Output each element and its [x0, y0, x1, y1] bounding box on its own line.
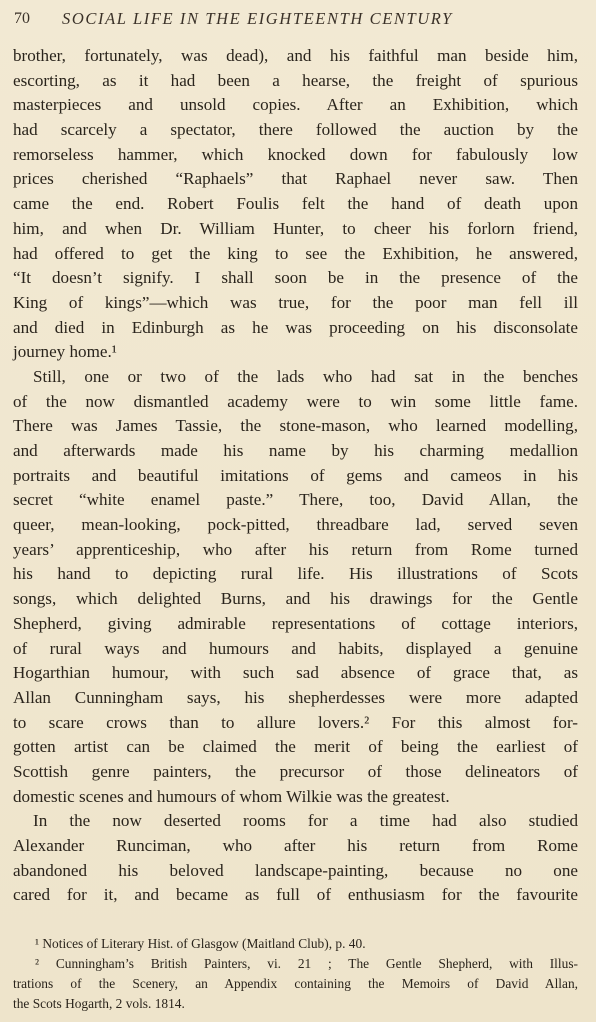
text-line: secret “white enamel paste.” There, too, David Allan, the — [13, 490, 578, 510]
text-line: and died in Edinburgh as he was proceeding on his disconsolate — [13, 317, 578, 337]
running-head — [14, 6, 584, 32]
text-line: prices cherished “Raphaels” that Raphael never saw. Then — [13, 169, 578, 189]
text-line: portraits and beautiful imitations of gems and cameos in his — [13, 465, 578, 485]
text-line: abandoned his beloved landscape-painting, because no one — [13, 860, 578, 880]
text-line: his hand to depicting rural life. His illustrations of Scots — [13, 564, 578, 584]
text-line: him, and when Dr. William Hunter, to cheer his forlorn friend, — [13, 218, 578, 238]
running-title: SOCIAL LIFE IN THE EIGHTEENTH CENTURY — [62, 9, 453, 28]
body-text — [13, 44, 578, 908]
text-line: In the now deserted rooms for a time had also studied — [33, 811, 578, 831]
text-line: journey home.¹ — [13, 342, 117, 362]
text-line: Hogarthian humour, with such sad absence of grace that, as — [13, 663, 578, 683]
text-line: escorting, as it had been a hearse, the freight of spurious — [13, 70, 578, 90]
footnote: ¹ Notices of Literary Hist. of Glasgow (Maitland Club), p. 40. — [35, 936, 366, 951]
text-line: Shepherd, giving admirable representations of cottage interiors, — [13, 613, 578, 633]
text-line: came the end. Robert Foulis felt the hand of death upon — [13, 194, 578, 214]
footnote-continuation: the Scots Hogarth, 2 vols. 1814. — [13, 996, 185, 1011]
text-line: had offered to get the king to see the Exhibition, he answered, — [13, 243, 578, 263]
text-line: Allan Cunningham says, his shepherdesses were more adapted — [13, 687, 578, 707]
text-line: had scarcely a spectator, there followed the auction by the — [13, 120, 578, 140]
text-line: and afterwards made his name by his charming medallion — [13, 441, 578, 460]
text-line: King of kings”—which was true, for the poor man fell ill — [13, 292, 578, 312]
footnote: ² Cunningham’s British Painters, vi. 21 ; The Gentle Shepherd, with Illus- — [35, 956, 578, 971]
footnotes — [13, 934, 578, 1014]
text-line: to scare crows than to allure lovers.² For this almost for- — [13, 712, 578, 732]
text-line: brother, fortunately, was dead), and his faithful man beside him, — [13, 46, 578, 65]
text-line: There was James Tassie, the stone-mason, who learned modelling, — [13, 416, 578, 436]
text-line: Still, one or two of the lads who had sat in the benches — [33, 366, 578, 386]
page-number: 70 — [14, 10, 30, 27]
text-line: “It doesn’t signify. I shall soon be in the presence of the — [13, 268, 578, 288]
text-line: of rural ways and humours and habits, displayed a genuine — [13, 638, 578, 658]
text-line: songs, which delighted Burns, and his drawings for the Gentle — [13, 589, 578, 609]
text-line: masterpieces and unsold copies. After an Exhibition, which — [13, 95, 578, 115]
text-line: cared for it, and became as full of enthusiasm for the favourite — [13, 885, 578, 905]
text-line: remorseless hammer, which knocked down for fabulously low — [13, 144, 578, 164]
footnote-continuation: trations of the Scenery, an Appendix containing the Memoirs of David Allan, — [13, 976, 578, 991]
text-line: years’ apprenticeship, who after his return from Rome turned — [13, 539, 578, 559]
text-line: of the now dismantled academy were to win some little fame. — [13, 391, 578, 411]
text-line: domestic scenes and humours of whom Wilkie was the greatest. — [13, 786, 450, 806]
text-line: gotten artist can be claimed the merit of being the earliest of — [13, 737, 578, 757]
text-line: Alexander Runciman, who after his return from Rome — [13, 836, 578, 855]
text-line: queer, mean-looking, pock-pitted, threadbare lad, served seven — [13, 515, 578, 535]
text-line: Scottish genre painters, the precursor of those delineators of — [13, 761, 578, 781]
